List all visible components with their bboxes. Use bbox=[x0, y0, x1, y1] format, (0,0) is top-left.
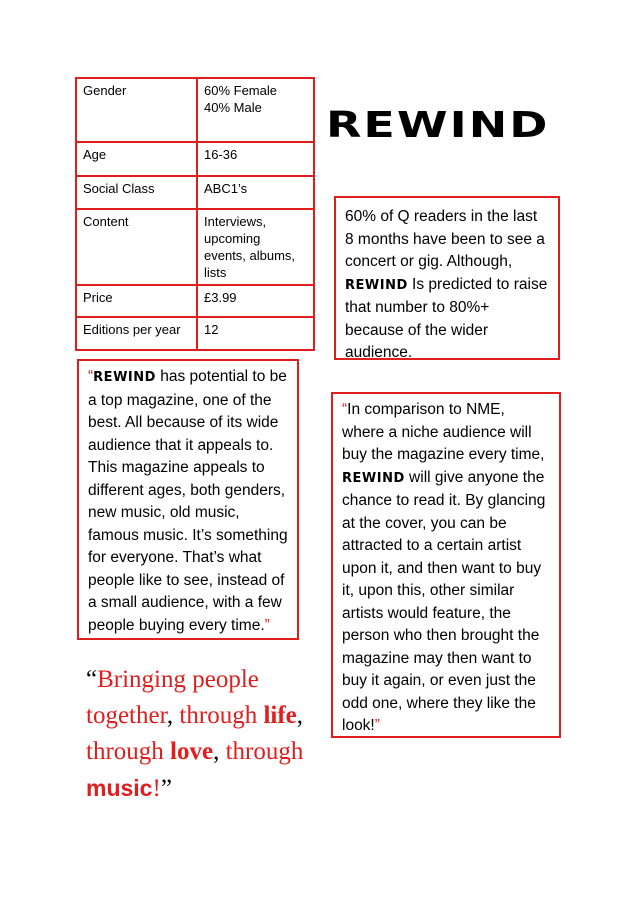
value-line: 16-36 bbox=[204, 147, 238, 162]
value-line: Interviews, bbox=[204, 214, 267, 229]
quote-text-before: In comparison to NME, where a niche audience will buy the magazine every time, bbox=[342, 401, 545, 463]
row-value bbox=[197, 78, 314, 142]
quote-box-right bbox=[331, 392, 561, 738]
row-label: Age bbox=[76, 142, 197, 176]
table-row bbox=[76, 176, 314, 209]
row-value bbox=[197, 317, 314, 350]
value-line: upcoming bbox=[204, 231, 261, 246]
row-label: Social Class bbox=[76, 176, 197, 209]
slogan-comma: , bbox=[213, 738, 220, 765]
slogan-part2: through bbox=[173, 702, 264, 729]
row-value bbox=[197, 176, 314, 209]
slogan bbox=[86, 662, 316, 807]
open-quote-mark: “ bbox=[88, 368, 94, 385]
rewind-logo: REWIND bbox=[326, 103, 550, 146]
close-quote-mark: ” bbox=[374, 717, 380, 734]
row-label: Content bbox=[76, 209, 197, 285]
row-value bbox=[197, 285, 314, 317]
rewind-logo-inline: REWIND bbox=[345, 277, 408, 293]
table-row bbox=[76, 78, 314, 142]
table-row bbox=[76, 317, 314, 350]
slogan-music: music bbox=[86, 775, 153, 801]
open-quote-mark: “ bbox=[342, 401, 348, 418]
audience-profile-table bbox=[75, 77, 315, 351]
stat-text-before: 60% of Q readers in the last 8 months have been to see a concert or gig. Although, bbox=[345, 208, 545, 270]
quote-text: has potential to be a top magazine, one of the best. All because of its wide audience that it appeals to. This magazine appeals to different ages, both genders, new music, old music, famous music. It’s something for everyone. That’s what people like to see, instead of a small audience, with a few people buying every time. bbox=[88, 368, 288, 634]
row-value bbox=[197, 209, 314, 285]
row-value bbox=[197, 142, 314, 176]
slogan-comma: , bbox=[296, 702, 304, 729]
rewind-logo-inline: REWIND bbox=[93, 370, 156, 385]
value-line: events, albums, bbox=[204, 248, 296, 263]
slogan-bang: ! bbox=[152, 775, 161, 802]
slogan-comma: , bbox=[166, 702, 174, 729]
row-label: Gender bbox=[76, 78, 197, 142]
slogan-part4: through bbox=[219, 738, 304, 765]
reader-stat-box bbox=[334, 196, 560, 360]
slogan-open-quote: “ bbox=[86, 666, 98, 693]
value-line: £3.99 bbox=[204, 290, 237, 305]
value-line: 60% Female bbox=[204, 83, 277, 98]
row-label: Editions per year bbox=[76, 317, 197, 350]
row-label: Price bbox=[76, 285, 197, 317]
slogan-part1: Bringing people together bbox=[86, 666, 259, 729]
stat-text-after: Is predicted to raise that number to 80%+ because of the wider audience. bbox=[345, 275, 548, 361]
quote-text-after: will give anyone the chance to read it. By glancing at the cover, you can be attracted to a certain artist upon it, and then want to buy it, upon this, other similar artists would feature, the person who then brought the magazine may then want to buy it again, or even just the odd one, where they like the look! bbox=[342, 468, 546, 734]
rewind-logo-inline: REWIND bbox=[342, 470, 405, 486]
slogan-life: life bbox=[263, 702, 297, 729]
value-line: lists bbox=[204, 265, 227, 280]
value-line: ABC1’s bbox=[204, 181, 248, 196]
close-quote-mark: ” bbox=[264, 616, 270, 634]
table-row bbox=[76, 142, 314, 176]
value-line: 40% Male bbox=[204, 100, 262, 115]
table-row bbox=[76, 285, 314, 317]
slogan-love: love bbox=[170, 738, 214, 765]
slogan-part3: through bbox=[86, 738, 171, 765]
value-line: 12 bbox=[204, 322, 219, 337]
slogan-close-quote: ” bbox=[160, 775, 172, 802]
table-row bbox=[76, 209, 314, 285]
quote-box-left bbox=[77, 359, 299, 640]
